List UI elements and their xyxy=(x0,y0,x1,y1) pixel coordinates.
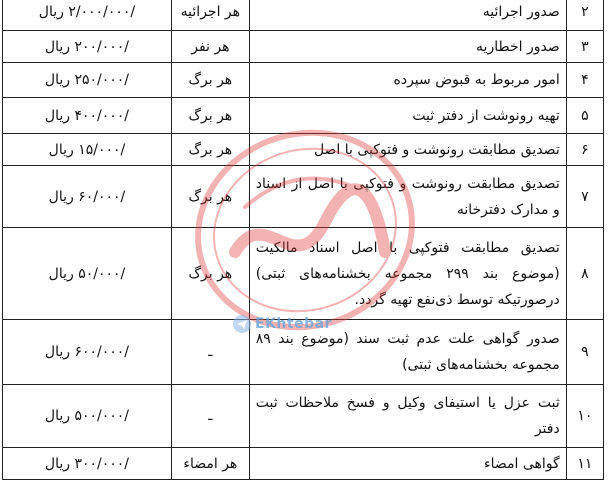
row-number: ۷ xyxy=(566,166,603,228)
row-fee: /۴۰۰/۰۰۰ ریال xyxy=(3,98,172,134)
row-number: ۸ xyxy=(566,228,603,320)
row-description: تصدیق مطابقت رونوشت و فتوکپی با اصل xyxy=(249,134,566,166)
row-number: ۱۱ xyxy=(566,448,603,480)
row-description: گواهی امضاء xyxy=(249,448,566,480)
row-number: ۴ xyxy=(566,63,603,98)
table-row xyxy=(3,166,604,228)
row-number: ۵ xyxy=(566,98,603,134)
row-number: ۲ xyxy=(566,0,603,31)
table-row xyxy=(3,0,604,31)
row-description: صدور گواهی علت عدم ثبت سند (موضوع بند ۸۹ مجموعه بخشنامه‌های ثبتی) xyxy=(249,320,566,385)
row-number: ۱۰ xyxy=(566,385,603,448)
row-description: امور مربوط به قبوض سپرده xyxy=(249,63,566,98)
row-fee: /۲۰۰/۰۰۰ ریال xyxy=(3,31,172,63)
row-description: تهیه رونوشت از دفتر ثبت xyxy=(249,98,566,134)
watermark-label: EKhtebar xyxy=(255,316,332,332)
row-description: تصدیق مطابقت رونوشت و فتوکپی با اصل از اسناد و مدارک دفترخانه xyxy=(249,166,566,228)
row-description: ثبت عزل یا استیفای وکیل و فسخ ملاحظات ثبت دفتر xyxy=(249,385,566,448)
row-fee: /۵۰/۰۰۰ ریال xyxy=(3,228,172,320)
row-unit: هر برگ xyxy=(171,166,249,228)
row-fee: /۳۰۰/۰۰۰ ریال xyxy=(3,448,172,480)
row-fee: /۲۵۰/۰۰۰ ریال xyxy=(3,63,172,98)
row-fee: /۵۰۰/۰۰۰ ریال xyxy=(3,385,172,448)
table-row xyxy=(3,134,604,166)
table-row xyxy=(3,385,604,448)
row-fee: /۶۰/۰۰۰ ریال xyxy=(3,166,172,228)
telegram-icon xyxy=(232,314,252,334)
row-unit: هر برگ xyxy=(171,63,249,98)
table-row xyxy=(3,228,604,320)
row-number: ۹ xyxy=(566,320,603,385)
row-description: صدور اخطاریه xyxy=(249,31,566,63)
row-fee: /۶۰۰/۰۰۰ ریال xyxy=(3,320,172,385)
row-unit: هر نفر xyxy=(171,31,249,63)
table-row xyxy=(3,63,604,98)
row-unit: هر امضاء xyxy=(171,448,249,480)
row-number: ۶ xyxy=(566,134,603,166)
row-unit: ـ xyxy=(171,385,249,448)
row-number: ۳ xyxy=(566,31,603,63)
row-unit: هر برگ xyxy=(171,228,249,320)
row-description: صدور اجرائیه xyxy=(249,0,566,31)
table-row xyxy=(3,98,604,134)
row-unit: هر برگ xyxy=(171,134,249,166)
fee-table xyxy=(2,0,604,480)
row-fee: /۱۵/۰۰۰ ریال xyxy=(3,134,172,166)
row-unit: هر برگ xyxy=(171,98,249,134)
row-unit: هر اجرائیه xyxy=(171,0,249,31)
row-description: تصدیق مطابقت فتوکپی با اصل اسناد مالکیت (موضوع بند ۲۹۹ مجموعه بخشنامه‌های ثبتی) درصورتیکه توسط ذی‌نفع تهیه گردد. xyxy=(249,228,566,320)
table-row xyxy=(3,31,604,63)
table-row xyxy=(3,448,604,480)
row-fee: /۲/۰۰۰/۰۰۰ ریال xyxy=(3,0,172,31)
row-unit: ـ xyxy=(171,320,249,385)
